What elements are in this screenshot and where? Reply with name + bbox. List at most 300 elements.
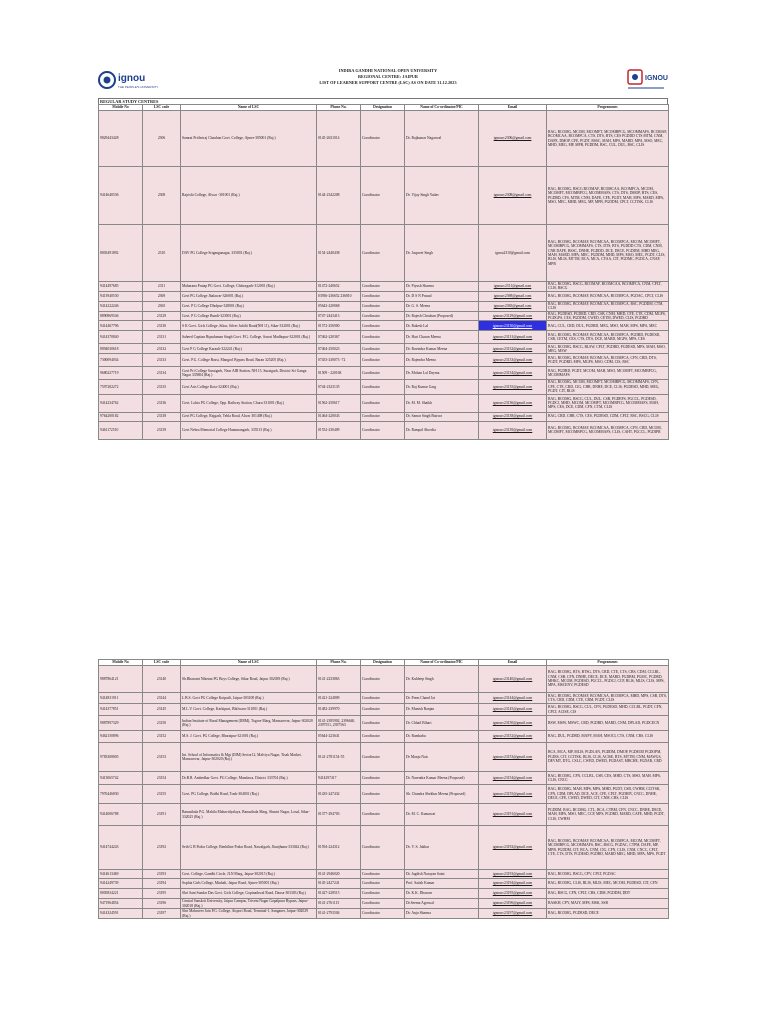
lsc-code-cell: 23154	[143, 772, 181, 785]
lsc-code-cell: 23134	[143, 367, 181, 380]
regional-centre: REGIONAL CENTRE: JAIPUR	[357, 74, 418, 79]
mobile-cell: 9414222246	[99, 301, 143, 311]
lsc-name-cell: Govt P G College Karauli-322241 (Raj.)	[181, 344, 317, 354]
phone-cell: 01552-230409	[317, 421, 361, 439]
mobile-cell: 9414613469	[99, 870, 143, 879]
email-link[interactable]: ignourc23131@gmail.com	[479, 331, 547, 344]
phone-cell: 01427-228515	[317, 889, 361, 899]
designation-cell: Coordinator	[361, 291, 405, 301]
column-header: Email	[479, 105, 547, 111]
lsc-name-cell: Shri Mahaveer Jain P.G. College, Airport Road, Terminal-1, Sanganer, Jaipur-302029 (Raj.)	[181, 909, 317, 919]
table-row	[99, 693, 669, 704]
designation-cell: Coordinator	[361, 693, 405, 704]
table-row	[99, 311, 669, 321]
mobile-cell: 9680227719	[99, 367, 143, 380]
programmes-cell: BAG, BCOMG, BSCG, CUL, DUL, CSB, PGDEPS, PGCCL, PGDESD, PGDCJ, MHD, MCOM, MCOMFT, MCOMBPCG, MCOMMAFS, MAH, MPS, CES, DCE, CDM, CFN, CTM, CLIS	[547, 394, 669, 412]
designation-cell: Coordinator	[361, 225, 405, 282]
table-row	[99, 889, 669, 899]
table-row	[99, 870, 669, 879]
coordinator-cell: Dr. Jagdish Narayan Saini	[405, 870, 479, 879]
table-row	[99, 167, 669, 225]
programmes-cell: BASKH, CPY, MAJY, MPS, MSK, SSB	[547, 899, 669, 909]
phone-cell: 07462-220367	[317, 331, 361, 344]
table-row	[99, 731, 669, 743]
coordinator-cell: Dr. Prem Chand Jat	[405, 693, 479, 704]
table-row	[99, 785, 669, 804]
programmes-cell: BAG, BCOMG, PGDESD, DECE	[547, 909, 669, 919]
email-link[interactable]: ignou2310@gmail.com	[479, 225, 547, 282]
designation-cell: Coordinator	[361, 889, 405, 899]
email-link[interactable]: ignourc23135@gmail.com	[479, 380, 547, 394]
designation-cell: Coordinator	[361, 354, 405, 367]
phone-cell: 01509 - 220168	[317, 367, 361, 380]
table-row	[99, 804, 669, 826]
designation-cell: Coordinator	[361, 743, 405, 772]
coordinator-cell: Dr. Kuldeep Singh	[405, 666, 479, 693]
lsc-name-cell: S K Govt. Girls College ,Sikar, Silver Jubilii Road(NH 11), Sikar-332001 (Raj.)	[181, 321, 317, 331]
coordinator-cell: Dr Manju Nair	[405, 743, 479, 772]
email-link[interactable]: ignourc2311@gmail.com	[479, 282, 547, 292]
phone-cell: 01594-224312	[317, 826, 361, 870]
mobile-cell: 9471964854	[99, 899, 143, 909]
lsc-code-cell: 23150	[143, 716, 181, 731]
designation-cell: Coordinator	[361, 301, 405, 311]
email-link[interactable]: ignourc23129@gmail.com	[479, 311, 547, 321]
designation-cell: Coordinator	[361, 731, 405, 743]
table-row	[99, 716, 669, 731]
designation-cell: Coordinator	[361, 716, 405, 731]
section-label: REGULAR STUDY CENTRES	[98, 98, 668, 104]
email-link[interactable]: ignourc23196@gmail.com	[479, 899, 547, 909]
lsc-name-cell: Govt. P G College Dholpur-328001 (Raj.)	[181, 301, 317, 311]
column-header: Name of Co-ordinator/PIC	[405, 660, 479, 666]
mobile-cell: 9414324591	[99, 909, 143, 919]
designation-cell: Coordinator	[361, 380, 405, 394]
programmes-cell: BAG, BCOMG, MAH, MPS, MPA, MHD, PGDT, CSB, CWHM, CCITSK, CFN, CDM, DPLAD, DCE, ACE, CFE, CPLT, PGDHIV, CNCC, DNHE, DECE, CFE, CWED, DWED, CIT, CNM, CBS, CLIS	[547, 785, 669, 804]
phone-cell: 0141-2946020	[317, 870, 361, 879]
lsc-table-page-1	[98, 104, 669, 440]
phone-cell: 05642-220068	[317, 301, 361, 311]
designation-cell: Coordinator	[361, 804, 405, 826]
lsc-name-cell: Int. School of Informatics & Mgt (IIIM) Sector12, Malviya Nagar, Tisak Market, Mansarovar, Jaipur-302020 (Raj.)	[181, 743, 317, 772]
phone-cell: 0747-2443413	[317, 311, 361, 321]
designation-cell: Coordinator	[361, 282, 405, 292]
programmes-cell: BSW, MSW, MSWC, CRD, PGDRD, MARD, CNM, DPLAD, PGDCECN	[547, 716, 669, 731]
column-header: Programmes	[547, 660, 669, 666]
email-link[interactable]: ignourc23150@gmail.com	[479, 716, 547, 731]
phone-cell: 01472-240652	[317, 282, 361, 292]
lsc-code-cell: 2308	[143, 167, 181, 225]
list-title: LIST OF LEARNER SUPPORT CENTRE (LSC) AS ON DATE 31.12.2023	[319, 80, 457, 85]
table-row	[99, 394, 669, 412]
lsc-code-cell: 23152	[143, 731, 181, 743]
programmes-cell: PGDDM, BAG, BCOMG, CTL, BCA, CTBM, CFN, CNCC, DNHE, DECE, MAH, MPA, MSO, MEC, CCP, MPS, PGDRD, MARD, CAFE, MHD, PGDT, CLIS, CWHM	[547, 804, 669, 826]
mobile-cell: 8094030618	[99, 344, 143, 354]
email-link[interactable]: ignourc2306@gmail.com	[479, 111, 547, 167]
lsc-name-cell: Sophia Girls College, Minhalt, Jaipur Road, Ajmer-305001 (Raj.)	[181, 879, 317, 889]
coordinator-cell: Dr. Jaspreet Singh	[405, 225, 479, 282]
programmes-cell: BAG, PGDRD, PGDT, MCOM, MAH, MSO, MCOMFT, MCOMBPCG, MCOMMAFS	[547, 367, 669, 380]
table-row	[99, 704, 669, 716]
phone-cell: 0141-2781154-55	[317, 743, 361, 772]
column-header: Designation	[361, 660, 405, 666]
email-link[interactable]: ignourc23197@gmail.com	[479, 909, 547, 919]
table-row	[99, 321, 669, 331]
phone-cell: 0154-2440438	[317, 225, 361, 282]
lsc-code-cell: 23132	[143, 344, 181, 354]
university-name: INDIRA GANDHI NATIONAL OPEN UNIVERSITY	[338, 68, 438, 73]
lsc-name-cell: Shri Sant Sundar Das Govt. Girls College, Gopinathwal Road, Dausa-303303 (Raj.)	[181, 889, 317, 899]
phone-cell: 01572-256900	[317, 321, 361, 331]
designation-cell: Coordinator	[361, 879, 405, 889]
email-link[interactable]: ignourc23154@gmail.com	[479, 772, 547, 785]
lsc-code-cell: 23140	[143, 666, 181, 693]
lsc-code-cell: 23196	[143, 899, 181, 909]
lsc-code-cell: 23139	[143, 421, 181, 439]
lsc-code-cell: 23131	[143, 331, 181, 344]
email-link[interactable]: ignourc2365@gmail.com	[479, 301, 547, 311]
designation-cell: Coordinator	[361, 870, 405, 879]
designation-cell: Coordinator	[361, 909, 405, 919]
coordinator-cell: Dr. Samar Singh Bairwa	[405, 412, 479, 421]
lsc-name-cell: Govt Pri College Suratgarh, Near AIR Station, NH 15, Suratgarh, District Sri Ganga Nagar 335804 (Raj.)	[181, 367, 317, 380]
lsc-code-cell: 2306	[143, 111, 181, 167]
coordinator-cell: Dr. D S N Prasad	[405, 291, 479, 301]
coordinator-cell: Dr. Mohan Lal Dayma	[405, 367, 479, 380]
programmes-cell: BAG, CUL, CRD, DUL, PGDRD, MEG, MSO, MAH, MPS, MPA, MEC	[547, 321, 669, 331]
phone-cell: 01562-250617	[317, 394, 361, 412]
programmes-cell: BAG, BCOMG, BSCG, BCOMAF, BCOMCAA, BCOMFCA, CNM, CPLT, CLIS, BSCG	[547, 282, 669, 292]
email-link[interactable]: ignourc23153@gmail.com	[479, 743, 547, 772]
lsc-code-cell: 2369	[143, 291, 181, 301]
column-header: Mobile No	[99, 660, 143, 666]
column-header: Phone No.	[317, 660, 361, 666]
coordinator-cell: Dr. Rajesh Chouhan (Proposed)	[405, 311, 479, 321]
mobile-cell: 9414640536	[99, 167, 143, 225]
lsc-name-cell: Govt PG College, Rajgarh, Tehla Road, Alwar 301408 (Raj.)	[181, 412, 317, 421]
mobile-cell: 7300094034	[99, 354, 143, 367]
coordinator-cell: Dr. Narendra Kumar Meena (Proposed)	[405, 772, 479, 785]
email-link[interactable]: ignourc23145@gmail.com	[479, 704, 547, 716]
table-row	[99, 367, 669, 380]
designation-cell: Coordinator	[361, 321, 405, 331]
lsc-code-cell: 23195	[143, 889, 181, 899]
document-header	[98, 66, 668, 98]
lsc-name-cell: Central Sanskrit University, Jaipur Campus, Triveni Nagar Gopalpura Bypass, Jaipur-302018 (Raj.)	[181, 899, 317, 909]
phone-cell: 01464-220043	[317, 412, 361, 421]
phone-cell: 01482-239970	[317, 704, 361, 716]
programmes-cell: BAG, BCOMG, MCOM, MCOMFT, MCOMBPCG, MCOMMAFS, BCOMAF, BCOMCAA, BCOMFCA, CTS, DTS, BTS, CES PGDDD CTS MTM, CNM, DAFE, DMOP, CFE, PGDT, BSSC, MAH, MPS, MARD, MPA, MSO, MEC, MHD, MEG, MP, MPB, PGDDM, BSC, CUL, DUL, BSC, CLIS	[547, 111, 669, 167]
coordinator-cell: Dr. Hari Charan Meena	[405, 331, 479, 344]
mobile-cell: 9414370840	[99, 331, 143, 344]
lsc-code-cell: 23153	[143, 743, 181, 772]
programmes-cell: BAG, BCOMG, BCOMAF, BCOMCAA, BCOMFCA, BSC, PGDDM, CTM, CLIS	[547, 301, 669, 311]
column-header: Mobile No	[99, 105, 143, 111]
table-row	[99, 743, 669, 772]
ignou-logo-icon	[98, 68, 159, 92]
column-header: Phone No.	[317, 105, 361, 111]
lsc-name-cell: Indian Institute of Rural Management (IIRM), Togore Marg, Mansarovar, Jaipur-302020 (Raj.)	[181, 716, 317, 731]
mobile-cell: 9414234762	[99, 394, 143, 412]
phone-cell: 0141-2793504	[317, 909, 361, 919]
lsc-name-cell: DAV PG College Sriganganagar, 335001 (Raj.)	[181, 225, 317, 282]
email-link[interactable]: ignourc23136@gmail.com	[479, 394, 547, 412]
column-header: Name of Co-ordinator/PIC	[405, 105, 479, 111]
lsc-code-cell: 23129	[143, 311, 181, 321]
lsc-code-cell: 23138	[143, 412, 181, 421]
column-header: LSC code	[143, 660, 181, 666]
table-row	[99, 826, 669, 870]
document-page-1	[98, 66, 668, 440]
lsc-code-cell: 23192	[143, 826, 181, 870]
mobile-cell: 9414249739	[99, 879, 143, 889]
table-body	[99, 111, 669, 440]
email-link[interactable]: ignourc23144@gmail.com	[479, 693, 547, 704]
lsc-table-page-2	[98, 659, 669, 919]
phone-cell: 0141-2761115	[317, 899, 361, 909]
svg-text:THE PEOPLE'S UNIVERSITY: THE PEOPLE'S UNIVERSITY	[118, 85, 159, 89]
programmes-cell: BAG, BCOMG, MCOM, MCOMFT, MCOMBPCG, MCOMMAFS, CFN, CFE, CTE, CRD, CIG, CHR, DNHE, DCE, CLIS, PGDESD, MHD, MEG, PGDT, CIT, BLIS	[547, 380, 669, 394]
mobile-cell: 9887864121	[99, 666, 143, 693]
email-link[interactable]: ignourc23133@gmail.com	[479, 354, 547, 367]
designation-cell: Coordinator	[361, 899, 405, 909]
email-link[interactable]: ignourc23140@gmail.com	[479, 666, 547, 693]
svg-text:ignou: ignou	[118, 73, 146, 84]
table-row	[99, 772, 669, 785]
table-row	[99, 666, 669, 693]
email-link[interactable]: ignourc23193@gmail.com	[479, 870, 547, 879]
programmes-cell: BAG, BCOMG, BSCG, CUL, CFN, PGDESD, MHD, CCLBL, PGDT, CFN, CPLT, ACISE, CIS	[547, 704, 669, 716]
programmes-cell: BAG, BCOMG, BCOMAF, BCOMCAA, BCOMFCA, MHD, MPS, CSB, DTS, CTS, CRD, CDM, CTE, CBM, PGDT, CLIS	[548, 693, 667, 702]
email-link[interactable]: ignourc23139@gmail.com	[479, 421, 547, 439]
mobile-cell: 7976446830	[99, 785, 143, 804]
mobile-cell: 9413065742	[99, 772, 143, 785]
mobile-cell: 9414831911	[99, 693, 143, 704]
mobile-cell: 9414497685	[99, 282, 143, 292]
table-row	[99, 291, 669, 301]
coordinator-cell: Dr. M. M. Shaikh	[405, 394, 479, 412]
phone-cell: 07453-230073 -72	[317, 354, 361, 367]
lsc-name-cell: Govt PG College Jhalawar-326001 (Raj.)	[181, 291, 317, 301]
phone-cell: 0141-2395902, 2396640, 2397551, 2397563	[317, 716, 361, 731]
coordinator-cell: Dr.Seema Agrawal	[405, 899, 479, 909]
programmes-cell: BAG, BCOMG, BCOMAF, BCOMCAA, BCOMFCA, CFN, CRD, MCOM, MCOMFT, MCOMBPCG, MCOMMAFS, CLIS, CAHT, PGCCL, PGDIPR	[547, 421, 669, 439]
coordinator-cell: Prof. Satish Kumar	[405, 879, 479, 889]
lsc-code-cell: 23144	[143, 693, 181, 704]
programmes-cell: BAG, PGDESD, PGDRD, CRD, CSB, CNM, MHD, CFE, CTE, CDM, MGPS, PGDGPS, CES, PGDDM, CWED, CETM, DWED, CLIS, PGDBD	[547, 311, 669, 321]
coordinator-cell: Dr. Rajendra Meena	[405, 354, 479, 367]
table-row	[99, 909, 669, 919]
phone-cell: 0141-2233863	[317, 666, 361, 693]
table-row	[99, 380, 669, 394]
email-link[interactable]: ignourc23155@gmail.com	[479, 785, 547, 804]
lsc-code-cell: 23191	[143, 804, 181, 826]
lsc-name-cell: M.S. J. Govt. PG College, Bharatpur-321001 (Raj.)	[181, 731, 317, 743]
phone-cell: 01377-294703	[317, 804, 361, 826]
designation-cell: Coordinator	[361, 167, 405, 225]
lsc-name-cell: Govt. P.G. College Bassi, Mangrol Bypass Road, Baran 325205 (Raj.)	[181, 354, 317, 367]
lsc-name-cell: Banasthala P.G. Mahila Mahavidyalaya, Banasthala Marg, Shastri Nagar, Losal, Sikar-332025 (Raj.)	[181, 804, 317, 826]
column-header: Programmes	[547, 105, 669, 111]
lsc-code-cell: 23133	[143, 354, 181, 367]
email-link[interactable]: ignourc23138@gmail.com	[479, 412, 547, 421]
phone-cell: 9414297417	[317, 772, 361, 785]
table-row	[99, 344, 669, 354]
column-header: Designation	[361, 105, 405, 111]
designation-cell: Coordinator	[361, 311, 405, 321]
lsc-code-cell: 23145	[143, 704, 181, 716]
table-row	[99, 225, 669, 282]
programmes-cell: BAG, BCOMG, BCOMAF, BCOMCAA, BCOMFCA, MCOM, MCOMFT, MCOMBPCG, MCOMMAFS, CTS, DTS, BTS, PGDDD CTS, CDM, CNM, CNR DAFE, BSSC, DNHE, PGDDD, DCE, DECE, PGDDM, MHD MEG, MAH, MARD, MPA, MEC, PGDDM, MHD, MPS, MSO, MEC, PGDT, CLIS, BLIS, MLIS, MTTM, BCA, MCA, CYAA, CIT, PGDMC, PGDCA, CNAP, MPB	[547, 225, 669, 282]
mobile-cell: 9461172510	[99, 421, 143, 439]
lsc-code-cell: 23193	[143, 870, 181, 879]
coordinator-cell: Sh. Chandra Shekhar Meena (Proposed)	[405, 785, 479, 804]
mobile-cell: 7597282272	[99, 380, 143, 394]
phone-cell: 01421-224809	[317, 693, 361, 704]
lsc-code-cell: 23135	[143, 380, 181, 394]
designation-cell: Coordinator	[361, 412, 405, 421]
lsc-name-cell: Maharana Pratap PG Govt. College, Chittorgarh-312001 (Raj.)	[181, 282, 317, 292]
mobile-cell: 8890869546	[99, 311, 143, 321]
mobile-cell: 9887897329	[99, 716, 143, 731]
coordinator-cell: Dr. G. S. Meena	[405, 301, 479, 311]
lsc-name-cell: Saheed Captian Ripudaman Singh Govt. P.G. College, Sawai Madhopur-322001 (Raj.)	[181, 331, 317, 344]
table-row	[99, 301, 669, 311]
mobile-cell: 9413940530	[99, 291, 143, 301]
programmes-cell: BAG, DUL, PGDBD, MAPY, MAH, MSOCI, CTS, CNM, CRS, CLIS	[547, 731, 669, 743]
lsc-name-cell: M.L.V. Govt. College, Karkipuri, Bhilwara-311001 (Raj.)	[181, 704, 317, 716]
designation-cell: Coordinator	[361, 826, 405, 870]
coordinator-cell: Dr. Ravindra Kumar Meena	[405, 344, 479, 354]
programmes-cell: BAG, BCOMG, CLIS, BLIS, MLIS, MEC, MCOM, PGDESD, CIT, CFN	[547, 879, 669, 889]
mobile-cell: 9414377851	[99, 704, 143, 716]
lsc-code-cell: 2311	[143, 282, 181, 292]
lsc-code-cell: 2365	[143, 301, 181, 311]
lsc-name-cell: L.B.S. Govt PG College Kotputli, Jaipur-303108 (Raj.)	[181, 693, 317, 704]
table-row	[99, 879, 669, 889]
table-row	[99, 354, 669, 367]
coordinator-cell: Dr. Rajkumar Nagarwal	[405, 111, 479, 167]
programmes-cell: BAG, BCOMG, CFN, CCLBL, CSB, CES, MHD, CTS, MSO, MAH, MPS, CLIS, CNCC	[547, 772, 669, 785]
mobile-cell: 8003491892	[99, 225, 143, 282]
table-row	[99, 899, 669, 909]
document-page-2	[98, 659, 668, 919]
email-link[interactable]: ignourc23192@gmail.com	[479, 826, 547, 870]
coordinator-cell: Dr. Raj Kumar Garg	[405, 380, 479, 394]
designation-cell: Coordinator	[361, 344, 405, 354]
lsc-name-cell: Govt. College, Gandhi Circle, JLN Marg, Jaipur-302015 (Raj.)	[181, 870, 317, 879]
mobile-cell: 9414744243	[99, 826, 143, 870]
email-link[interactable]: ignourc23194@gmail.com	[479, 879, 547, 889]
phone-cell: 0145-2631014	[317, 111, 361, 167]
lsc-name-cell: Govt Nehru Memorial College Hanumangarh, 335513 (Raj.)	[181, 421, 317, 439]
coordinator-cell: Dr. V. S. Jakhar	[405, 826, 479, 870]
lsc-code-cell: 23130	[143, 321, 181, 331]
designation-cell: Coordinator	[361, 111, 405, 167]
designation-cell: Coordinator	[361, 704, 405, 716]
mobile-cell: 9462150896	[99, 731, 143, 743]
lsc-code-cell: 23197	[143, 909, 181, 919]
coordinator-cell: Dr. K.K. Dhawan	[405, 889, 479, 899]
programmes-cell: BCA, MCA, MP, MLIS, PGDLAN, PGDDM, DMOP, PGDEOD PGDOPM, PGDIS, CIT, CCITSK, BLIS, CLIS, ACISE, BTS, MTTM, CNM, MAWGS, DEVMT, DTG, CSLC, CWED, DWED, PGDAST, MBCHE, PGDAR, CRD	[547, 743, 669, 772]
email-link[interactable]: ignourc23130@gmail.com	[479, 321, 547, 331]
mobile-cell: 9783308005	[99, 743, 143, 772]
email-link[interactable]: ignourc2308@gmail.com	[479, 167, 547, 225]
designation-cell: Coordinator	[361, 666, 405, 693]
lsc-name-cell: Govt. PG College, Bodhi Road, Tonk-304001 (Raj.)	[181, 785, 317, 804]
programmes-cell: BAG, BSCG, CFN, CPLT, CBS, CDM, PGDDM, DDT	[547, 889, 669, 899]
title-block	[168, 68, 608, 86]
email-link[interactable]: ignourc2369@gmail.com	[479, 291, 547, 301]
programmes-cell: BAG, BCOMG, BCOMAF, BCOMCAA, BCOMFCA, PGDRD, PGDESD, CSB, CETM, CES, CTS, DTS, DCE, MARD, MGPS, MPS, CES	[547, 331, 669, 344]
lsc-name-cell: Dr.B.R. Ambedkar Govt. PG College, Mandawa, District 333704 (Raj.)	[181, 772, 317, 785]
programmes-cell: BAG, BCOMG, BSCG, CPV, CPLT, PGDAC	[547, 870, 669, 879]
lsc-name-cell: Govt. Lohia PG College, Opp. Railway Station, Churu 331001 (Raj.)	[181, 394, 317, 412]
programmes-cell: BAG, BCOMG, BCOMAF, BCOMCAA, BCOMFCA, CFN, CRD, DTS, PGDT, PGDRD, MPS, MGPS, MSO, CDM, CIS, BSC	[547, 354, 669, 367]
svg-text:IGNOU: IGNOU	[645, 75, 668, 82]
designation-cell: Coordinator	[361, 421, 405, 439]
coordinator-cell: Dr. Rambabu	[405, 731, 479, 743]
email-link[interactable]: ignourc23191@gmail.com	[479, 804, 547, 826]
coordinator-cell: Dr. Chhail Bihari	[405, 716, 479, 731]
phone-cell: 05644-223641	[317, 731, 361, 743]
coordinator-cell: Dr. Piyush Sharma	[405, 282, 479, 292]
column-header: LSC code	[143, 105, 181, 111]
lsc-code-cell: 2310	[143, 225, 181, 282]
lsc-code-cell: 23155	[143, 785, 181, 804]
designation-cell: Coordinator	[361, 772, 405, 785]
programmes-cell: BAG, BCOMG, BCOMAF, BCOMCAA, BCOMFCA, PGDAC, CPLT, CLIS	[547, 291, 669, 301]
phone-cell: 07464-250023	[317, 344, 361, 354]
designation-cell: Coordinator	[361, 394, 405, 412]
phone-cell: 03936-236652 236810	[317, 291, 361, 301]
programmes-cell: BAG, BCOMG, BSCG BCOMAF, BCOMCAA, BCOMFCA, MCOM, MCOMFT, MCOMBPCG, MCOMMAFS, CTS, DTS, DMOP, BTS, CES, PGDBD, CFS, MTM, CNM, DAFE, CFE, PGDT, MAH, MPS, MARD, MPA, MSO, MEC, MHD, MEG, MP, MPB, PGDDM, CPLT, CCITSK, CLIS	[547, 167, 669, 225]
phone-cell: 0144-2342208	[317, 167, 361, 225]
programmes-cell: BAG, BCOMG, BTS, BTSG, DTS, CRD, CTE, CTS, CBS, CDM, CCLBL, CNM, CSB, CFN, DNHE, DECE, DCE, MARD, PGDBM, PGMC, PGDRD, MHKC, MCOM, PGDESD, PGCCL, PGDCJ, CCP, BLIS, MLIS, CLIS, MPS, MPA, MSCENV, PGDESD	[547, 666, 669, 693]
table-row	[99, 421, 669, 439]
email-link[interactable]: ignourc23152@gmail.com	[479, 731, 547, 743]
lsc-name-cell: Rajrishi College, Alwar -301001 (Raj.)	[181, 167, 317, 225]
phone-cell: 0744-2323135	[317, 380, 361, 394]
phone-cell: 01435-247432	[317, 785, 361, 804]
email-link[interactable]: ignourc23195@gmail.com	[479, 889, 547, 899]
email-link[interactable]: ignourc23132@gmail.com	[479, 344, 547, 354]
phone-cell: 0145-2427241	[317, 879, 361, 889]
coordinator-cell: Dr. M. C. Kumawat	[405, 804, 479, 826]
lsc-code-cell: 23194	[143, 879, 181, 889]
designation-cell: Coordinator	[361, 367, 405, 380]
mobile-cell: 8005834221	[99, 889, 143, 899]
table-row	[99, 412, 669, 421]
table-row	[99, 111, 669, 167]
table-body	[99, 666, 669, 919]
coordinator-cell: Dr. Vijay Singh Yadav	[405, 167, 479, 225]
lsc-code-cell: 23136	[143, 394, 181, 412]
column-header: Name of LSC	[181, 105, 317, 111]
lsc-name-cell: Govt Arts College Kota-324001 (Raj.)	[181, 380, 317, 394]
lsc-name-cell: Sh.Bhawani Niketan PG Boys College, Sikar Road, Jaipur 302039 (Raj.)	[181, 666, 317, 693]
email-link[interactable]: ignourc23134@gmail.com	[479, 367, 547, 380]
programmes-cell: BAG, BCOMG, BCOMAF, BCOMCAA, BCOMFCA, MCOM, MCOMFT, MCOMBPCG, MCOMMAFS, BSC, BSCG, PGDAC, CTPM, DAFE, MP, MPB, PGDDM, CIT, BCA, CNM, CIG, CFN, CLIS, CNM, CNCC, CPLT, CTE, CTS, DTS, PGDESD, PGDRD, MARD MEG, MHD, MPA, MPS, PGDT	[547, 826, 669, 870]
column-header: Name of LSC	[181, 660, 317, 666]
programmes-cell: BAG, CRD, CHR, CTS, CES, PGDESD, CDM, CPLT, BSC, BSCG, CLIS	[547, 412, 669, 421]
table-row	[99, 282, 669, 292]
mobile-cell: 9829443428	[99, 111, 143, 167]
coordinator-cell: Dr. Rakesh Lal	[405, 321, 479, 331]
lsc-name-cell: Seth G B Podar College, Benhiline Podar Road, Nawalgarh, Jhunjhunu-333042 (Raj.)	[181, 826, 317, 870]
emblem-icon	[624, 68, 668, 92]
coordinator-cell: Dr. Rampal Ahrodia	[405, 421, 479, 439]
